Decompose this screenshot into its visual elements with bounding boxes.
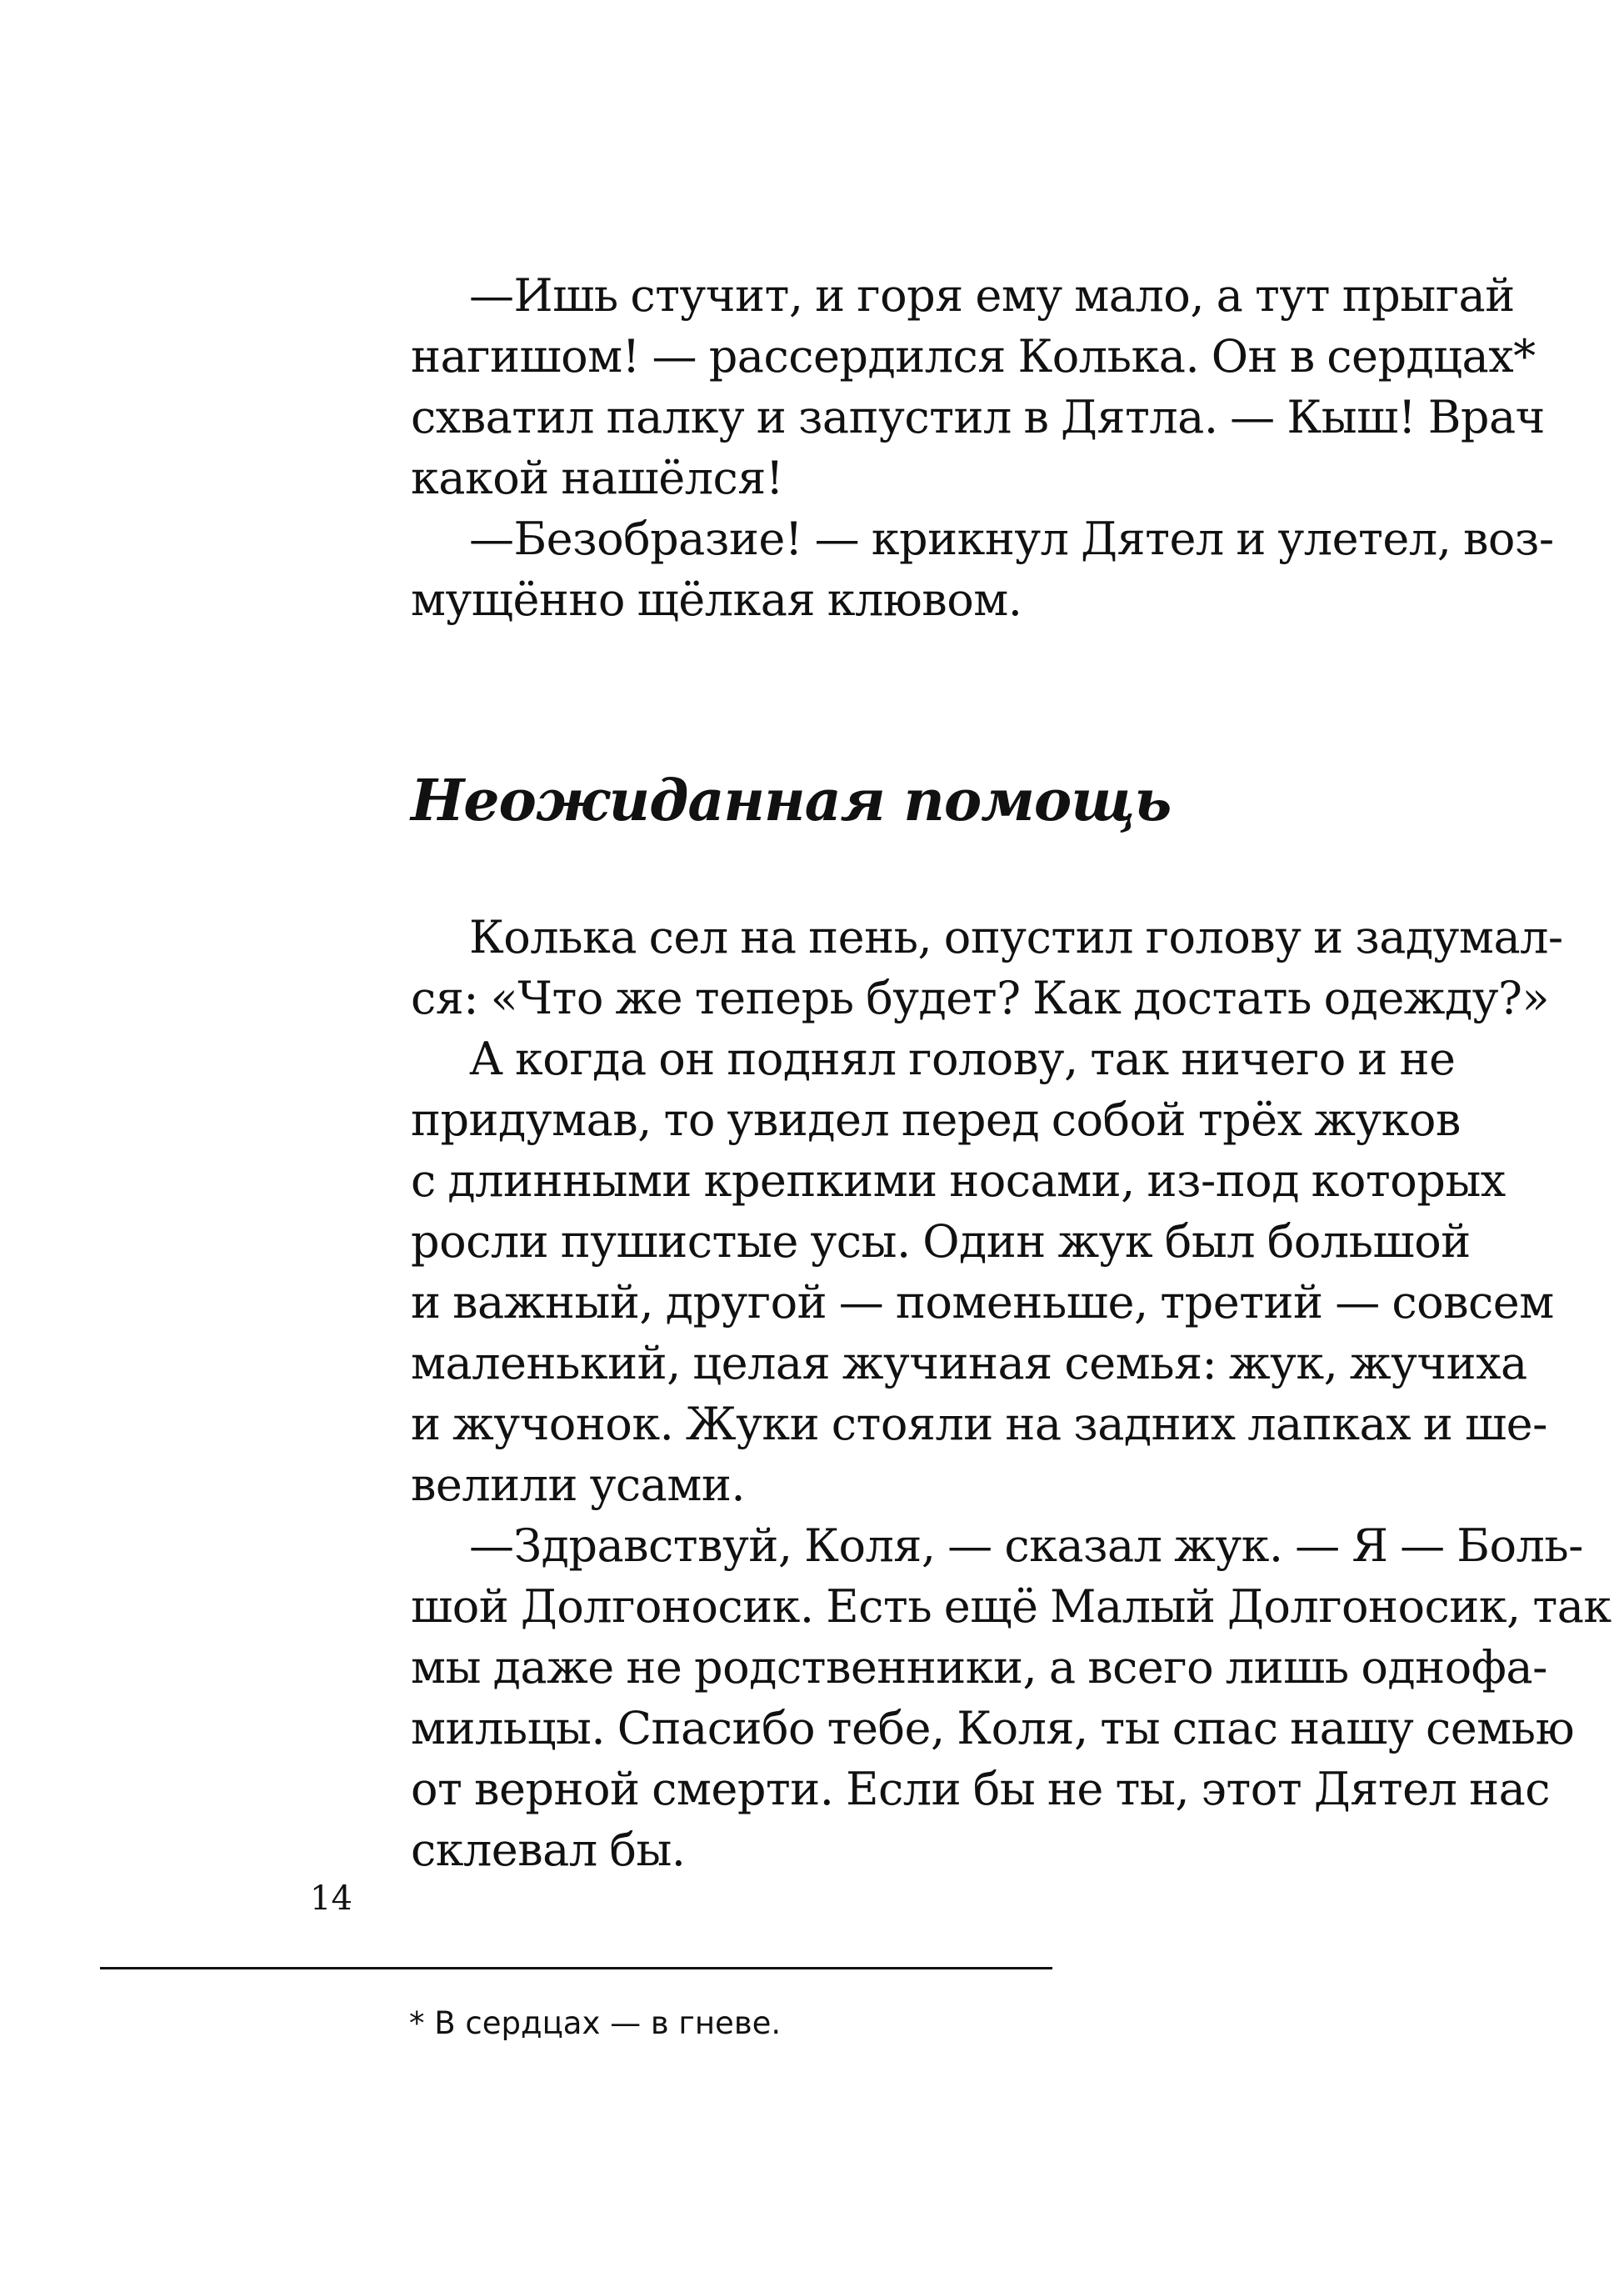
text-line: —Безобразие! — крикнул Дятел и улетел, воз- [469,513,1554,565]
text-line: и важный, другой — поменьше, третий — совсем [411,1276,1554,1329]
section-heading: Неожиданная помощь [411,768,1172,834]
text-line: придумав, то увидел перед собой трёх жуков [411,1093,1461,1146]
page-number: 14 [310,1879,352,1918]
text-line: Колька сел на пень, опустил голову и задумал- [469,911,1563,963]
text-line: мущённо щёлкая клювом. [411,573,1022,626]
text-line: мильцы. Спасибо тебе, Коля, ты спас нашу семью [411,1702,1575,1754]
text-line: маленький, целая жучиная семья: жук, жучиха [411,1337,1527,1389]
body-text-dialogue [411,265,1554,630]
text-line: велили усами. [411,1459,745,1511]
text-line: росли пушистые усы. Один жук был большой [411,1215,1471,1268]
text-line: схватил палку и запустил в Дятла. — Кыш! Врач [411,391,1545,443]
text-line: мы даже не родственники, а всего лишь однофа- [411,1641,1547,1694]
text-line: склевал бы. [411,1824,686,1876]
text-line: —Здравствуй, Коля, — сказал жук. — Я — Боль- [469,1519,1583,1572]
text-line: с длинными крепкими носами, из-под которых [411,1154,1506,1207]
body-text-chapter [411,907,1612,1880]
text-line: от верной смерти. Если бы не ты, этот Дятел нас [411,1763,1551,1815]
footnote: * В сердцах — в гневе. [409,2005,782,2041]
text-line: и жучонок. Жуки стояли на задних лапках и ше- [411,1398,1547,1450]
text-line: —Ишь стучит, и горя ему мало, а тут прыгай [469,269,1515,322]
text-line: нагишом! — рассердился Колька. Он в сердцах* [411,330,1536,383]
footnote-divider [100,1967,1052,1969]
text-line: какой нашёлся! [411,452,784,504]
text-line: шой Долгоносик. Есть ещё Малый Долгоносик, так [411,1580,1612,1633]
text-line: А когда он поднял голову, так ничего и не [469,1033,1456,1085]
text-line: ся: «Что же теперь будет? Как достать одежду?» [411,972,1549,1024]
